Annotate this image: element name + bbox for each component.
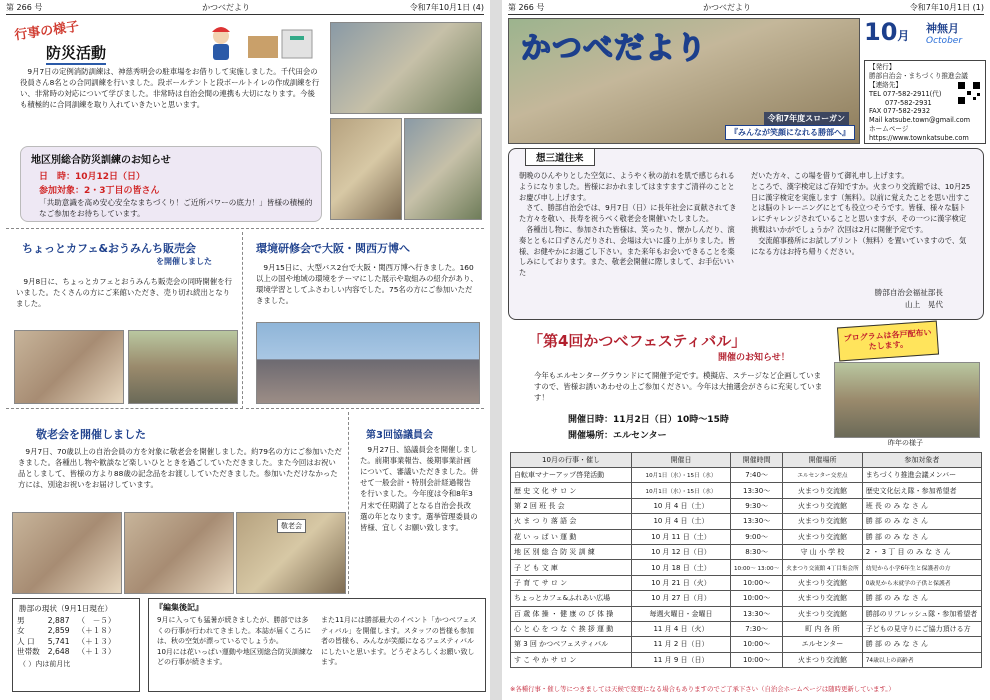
table-cell: 10 月 4 日（土） (632, 498, 731, 513)
table-cell: 10:00～ (731, 591, 783, 606)
table-cell: 幼児から小学6年生と保護者の方 (862, 560, 981, 575)
keiro-photo-stage (124, 512, 234, 594)
table-row (13, 616, 120, 626)
population-table (13, 616, 120, 657)
cafe-body: 9月8日に、ちょっとカフェとおうみんち販売会の同時開催を行いました。たくさんの方にご来館いただき、売り切れ続出となりました。 (16, 277, 232, 309)
festival-last-year-photo (834, 362, 980, 438)
table-cell: 歴史文化伝え隊・参加希望者 (862, 483, 981, 498)
cafe-section (6, 232, 243, 409)
table-row (13, 647, 120, 657)
cafe-photo-1 (14, 330, 124, 404)
cafe-subtitle: を開催しました (156, 257, 212, 266)
homepage-url[interactable]: https://www.townkatsube.com (869, 134, 969, 143)
column-body-1: 朝晩のひんやりとした空気に、ようやく秋の訪れを肌で感じられるようになりました。皆様におかれましてはますますご清祥のこととお慶び申し上げます。 さて、勝部自治会では、9月7日（日）に長年社会に貢献されてきた方々を敬い、長寿を祝うべく敬老会を開催いたしました。 各種出し物に、参加された皆様は、笑ったり、懐かしんだり、演奏とともに口ずさんだりされ、会場は大いに盛り上がりました。皆様、お健やかにお過ごし下さい。また来年もお会いできることを楽しみにしております。また、敬老会開催に際しまして、お手伝いいた (519, 171, 737, 278)
population-box (12, 598, 140, 692)
table-cell: 13:30～ (731, 606, 783, 621)
column-body-2: だいた方々、この場を借りて御礼申し上げます。 ところで、漢字検定はご存知ですか。火まつり交流館では、10月25日に漢字検定を実施します（無料）。以前に覚えたことを思い出すことは脳のトレーニングにとても役立つそうです。皆様、様々な脳トレにチャレンジされていることと思いますが、その一つに漢字検定挑戦はいかがでしょうか？次回は2月に開催予定です。 交流館事務所にお試しプリント（無料）を置いていますので、気になる方はお持ち帰りください。 (751, 171, 971, 256)
newsletter-name: かつべだより (202, 2, 251, 12)
table-cell: エルセンター (783, 637, 862, 652)
stat-diff: （＋１３） (77, 636, 116, 646)
festival-photo-caption: 昨年の様子 (888, 439, 923, 447)
table-cell: 花 い っ ぱ い 運 動 (511, 529, 632, 544)
table-cell: 10:00～ 13:00～ (731, 560, 783, 575)
table-cell: 10 月 27 日（月） (632, 591, 731, 606)
table-cell: 10 月 12 日（日） (632, 544, 731, 559)
table-cell: 74歳以上の高齢者 (862, 652, 981, 667)
column-title: 想三道往来 (525, 148, 595, 166)
table-cell: 町 内 各 所 (783, 621, 862, 636)
issue-date: 令和7年10月1日 (4) (409, 2, 484, 12)
editor-note-box (148, 598, 486, 692)
table-row (511, 544, 982, 559)
program-callout: プログラムは各戸配布いたします。 (837, 321, 939, 362)
table-cell: 8:30～ (731, 544, 783, 559)
kankyo-section (246, 232, 484, 409)
stat-diff: （＋１３） (77, 646, 116, 656)
table-cell: 火まつり交流館 (783, 529, 862, 544)
table-cell: 第 2 回 班 長 会 (511, 498, 632, 513)
table-cell: 11 月 2 日（日） (632, 637, 731, 652)
kankyo-body: 9月15日に、大型バス2台で大阪・関西万博へ行きました。160以上の国や地域の環境をテーマにした展示や取組みの紹介があり、環境学習としてふさわしい内容でした。75名の方にご参加いただきました。 (256, 263, 478, 306)
table-cell: エルセンター交差点 (783, 468, 862, 483)
table-cell: 火まつり交流館 (783, 575, 862, 590)
table-cell: 火まつり交流館 (783, 652, 862, 667)
month-block (864, 18, 984, 58)
table-cell: 2 ・ 3 丁 目 の み な さ ん (862, 544, 981, 559)
month-number: 10 (864, 18, 898, 46)
column-box (508, 148, 984, 320)
table-cell: 勝部のリフレッシュ隊・参加希望者 (862, 606, 981, 621)
table-cell: 7:40～ (731, 468, 783, 483)
table-cell: 勝 部 の み な さ ん (862, 591, 981, 606)
publisher-label: 【発行】 (869, 63, 896, 71)
page-header (508, 0, 984, 15)
festival-date: 開催日時：11月2日（日）10時～15時 (568, 415, 729, 425)
table-cell: 地 区 別 総 合 防 災 訓 練 (511, 544, 632, 559)
firefighter-illustration-icon (204, 24, 238, 64)
table-cell: 10:00～ (731, 637, 783, 652)
contact-mail: Mail katsube.town@gmail.com (869, 116, 971, 125)
kyogikai-body: 9月27日、協議員会を開催しました。前期事業報告、後期事業計画について、審議いただきました。併せて一般会計・特別会計経過報告を行いました。今年度は令和8年3月末で任期満了となる自治会長改選の年となります。選挙管理委員の皆様、宜しくお願い致します。 (360, 445, 478, 532)
stat-value: 2,887 (47, 616, 70, 625)
table-cell: 子どもの見守りにご協力頂ける方 (862, 621, 981, 636)
kankyo-title: 環境研修会で大阪・関西万博へ (256, 242, 410, 255)
table-cell: す こ や か サ ロ ン (511, 652, 632, 667)
kyogikai-section (352, 412, 484, 594)
table-cell: 自転車マナーアップ啓発活動 (511, 468, 632, 483)
keiro-photo-award (236, 512, 346, 594)
table-row (13, 637, 120, 647)
month-japanese: 神無月 (926, 22, 959, 35)
table-cell: 10月1日（水）・15日（水） (632, 483, 731, 498)
issue-number: 第 266 号 (508, 2, 545, 12)
stat-diff: （ －５） (77, 616, 116, 625)
drill-notice-title: 地区別総合防災訓練のお知らせ (31, 155, 171, 166)
schedule-footnote: ※各種行事・催し等につきましては天候で変更になる場合もありますのでご了承下さい（自治会ホームページは随時更新しています。） (510, 685, 895, 693)
stat-value: 5,741 (47, 636, 70, 646)
table-cell: 毎週火曜日・金曜日 (632, 606, 731, 621)
month-unit: 月 (897, 29, 910, 43)
schedule-table (510, 452, 982, 668)
drill-notice-target: 参加対象：2・3丁目の皆さん (39, 186, 160, 196)
table-cell: 守 山 小 学 校 (783, 544, 862, 559)
month-english: October (926, 36, 963, 46)
stat-label: 男 (17, 616, 25, 625)
table-cell: 10 月 21 日（火） (632, 575, 731, 590)
festival-subtitle: 開催のお知らせ！ (718, 353, 790, 363)
table-cell: 10 月 4 日（土） (632, 514, 731, 529)
disaster-supplies-illustration-icon (246, 26, 316, 60)
cafe-photo-2 (128, 330, 238, 404)
table-cell: 勝 部 の み な さ ん (862, 514, 981, 529)
population-title: 勝部の現状（9月1日現在） (19, 604, 113, 613)
table-cell: 0歳児から未就学の子供と保護者 (862, 575, 981, 590)
table-cell: 火まつり交流館 (783, 606, 862, 621)
contact-tel2: 077-582-2931 (885, 98, 932, 107)
table-cell: 13:30～ (731, 483, 783, 498)
table-cell: 9:30～ (731, 498, 783, 513)
issue-number: 第 266 号 (6, 2, 43, 12)
table-cell: 火まつり交流館 (783, 498, 862, 513)
drill-notice-date: 日 時：10月12日（日） (39, 172, 146, 182)
editor-note-title: 『編集後記』 (155, 603, 203, 612)
table-cell: 火 ま つ り 落 語 会 (511, 514, 632, 529)
keiro-sign: 敬老会 (277, 519, 306, 533)
contact-label: 【連絡先】 (869, 80, 902, 89)
slogan-text: 『みんなが笑顔になれる勝部へ』 (725, 125, 855, 140)
drill-photo-toilet (404, 118, 482, 220)
table-cell: 10:00～ (731, 652, 783, 667)
qr-code-icon[interactable] (957, 81, 981, 105)
keiro-section (6, 412, 349, 594)
issue-date: 令和7年10月1日 (1) (909, 2, 984, 12)
slogan-label: 令和7年度スローガン (764, 112, 849, 125)
publisher-name: 勝部自治会・まちづくり推進会議 (869, 71, 968, 80)
column-header: 10月の行事・催し (511, 453, 632, 468)
table-cell: 勝 部 の み な さ ん (862, 637, 981, 652)
table-cell: 子 育 て サ ロ ン (511, 575, 632, 590)
drill-photo-group (330, 118, 402, 220)
keiro-title: 敬老会を開催しました (36, 428, 146, 441)
table-header-row (511, 453, 982, 468)
table-cell: 11 月 4 日（火） (632, 621, 731, 636)
table-cell: 百 歳 体 操 ・ 健 康 の び 体 操 (511, 606, 632, 621)
table-row (511, 637, 982, 652)
festival-title: 「第4回かつべフェスティバル」 (528, 332, 747, 350)
kyogikai-title: 第3回協議員会 (366, 430, 433, 441)
stat-value: 2,859 (47, 626, 70, 636)
table-cell: ちょっとカフェ&ふれあい広場 (511, 591, 632, 606)
table-cell: 10 月 18 日（土） (632, 560, 731, 575)
table-row (511, 560, 982, 575)
table-row (511, 468, 982, 483)
column-author-org: 勝部自治会福祉部長 (874, 288, 943, 297)
table-cell: 子 ど も 文 庫 (511, 560, 632, 575)
newsletter-name: かつべだより (703, 2, 752, 12)
table-cell: 歴 史 文 化 サ ロ ン (511, 483, 632, 498)
homepage-label: ホームページ (869, 125, 909, 134)
table-row (511, 575, 982, 590)
festival-place: 開催場所：エルセンター (568, 431, 667, 441)
table-row (511, 591, 982, 606)
table-row (511, 621, 982, 636)
table-cell: 9:00～ (731, 529, 783, 544)
festival-body: 今年もエルセンターグラウンドにて開催予定です。模擬店、ステージなど企画していますので、皆様お誘いあわせの上ご参加ください。今年は大抽選会がさらに充実しています！ (534, 371, 823, 403)
contact-tel: TEL 077-582-2911(代) (869, 89, 942, 98)
drill-photo-tent (330, 22, 482, 114)
population-note: （ ）内は前月比 (19, 660, 71, 668)
table-cell: 火まつり交流館 (783, 591, 862, 606)
table-cell: 火まつり交流館 4丁目集会所 (783, 560, 862, 575)
stat-diff: （＋１８） (77, 626, 116, 636)
table-cell: 13:30～ (731, 514, 783, 529)
table-cell: 第 3 回 かつべフェスティバル (511, 637, 632, 652)
column-header: 開催日 (632, 453, 731, 468)
stat-value: 2,648 (47, 646, 70, 656)
table-cell: 7:30～ (731, 621, 783, 636)
table-row (13, 626, 120, 636)
contact-fax: FAX 077-582-2932 (869, 107, 931, 116)
page-header (6, 0, 484, 15)
masthead-photo (508, 18, 860, 144)
bousai-title: 防災活動 (46, 42, 106, 65)
table-row (511, 652, 982, 667)
event-tag: 行事の様子 (13, 19, 81, 44)
table-cell: 火まつり交流館 (783, 483, 862, 498)
table-row (511, 514, 982, 529)
table-cell: 火まつり交流館 (783, 514, 862, 529)
stat-label: 女 (17, 626, 25, 636)
keiro-body: 9月7日、70歳以上の自治会員の方を対象に敬老会を開催しました。約79名の方にご参加いただきました。各種出し物や歓談など楽しいひとときを過ごしていただきました。また今回はお祝い品としまして、皆様の方より88歳の記念品をお渡ししていただきました。参加いただけなかった方には、別途お祝いをお届けしています。 (18, 447, 342, 490)
editor-note-col2: また11月には勝部最大のイベント「かつべフェスティバル」を開催します。スタッフの皆様も参加者の皆様も、みんなが笑顔になるフェスティバルにしたいと思います。どうぞよろしくお願い致します。 (321, 616, 477, 666)
drill-notice-body: 「共助意識を高め安心安全なまちづくり！ご近所パワーの底力！」皆様の積極的なご参加をお待ちしています。 (39, 198, 313, 218)
keiro-photo-hall (12, 512, 122, 594)
page-1 (502, 0, 990, 700)
festival-section (508, 324, 982, 450)
stat-label: 人 口 (17, 636, 35, 646)
bousai-body: 9月7日の定例消防訓練は、神慈秀明会の駐車場をお借りして実施しました。千代田会の役員さん8名との合同訓練を行いました。段ボールテントと段ボールトイレの作成訓練を行い、非常時の対応について学びました。非常時は自治会間の連携も大切になります。今後も積極的に合同訓練を取り入れていきたいと思います。 (20, 67, 320, 110)
column-header: 開催場所 (783, 453, 862, 468)
table-cell: 勝 部 の み な さ ん (862, 529, 981, 544)
stat-label: 世帯数 (17, 646, 40, 656)
expo-group-photo (256, 322, 480, 404)
column-author-name: 山上 晃代 (905, 300, 943, 309)
drill-notice-box (20, 146, 322, 222)
bousai-section (6, 18, 484, 229)
table-cell: 11 月 9 日（日） (632, 652, 731, 667)
publisher-box (864, 60, 986, 144)
table-cell: 心 と 心 を つ な ぐ 挨 拶 運 動 (511, 621, 632, 636)
masthead-title: かつべだより (521, 31, 707, 66)
page-4 (0, 0, 490, 700)
table-cell: 10 月 11 日（土） (632, 529, 731, 544)
table-cell: まちづくり推進会議メンバー (862, 468, 981, 483)
table-row (511, 483, 982, 498)
table-row (511, 529, 982, 544)
column-header: 開催時間 (731, 453, 783, 468)
editor-note-col1: 9月に入っても猛暑が続きましたが、勝部では多くの行事が行われてきました。本誌が届くころには、秋の空気が漂っているでしょうか。 10月には花いっぱい運動や地区別総合防災訓練などの行事が続きます。 (157, 616, 313, 666)
column-header: 参加対象者 (862, 453, 981, 468)
table-row (511, 498, 982, 513)
table-row (511, 606, 982, 621)
table-cell: 10:00～ (731, 575, 783, 590)
page-gutter (490, 0, 502, 700)
table-cell: 10月1日（水）・15日（水） (632, 468, 731, 483)
cafe-title: ちょっとカフェ&おうみんち販売会 (22, 242, 197, 255)
table-cell: 班 長 の み な さ ん (862, 498, 981, 513)
